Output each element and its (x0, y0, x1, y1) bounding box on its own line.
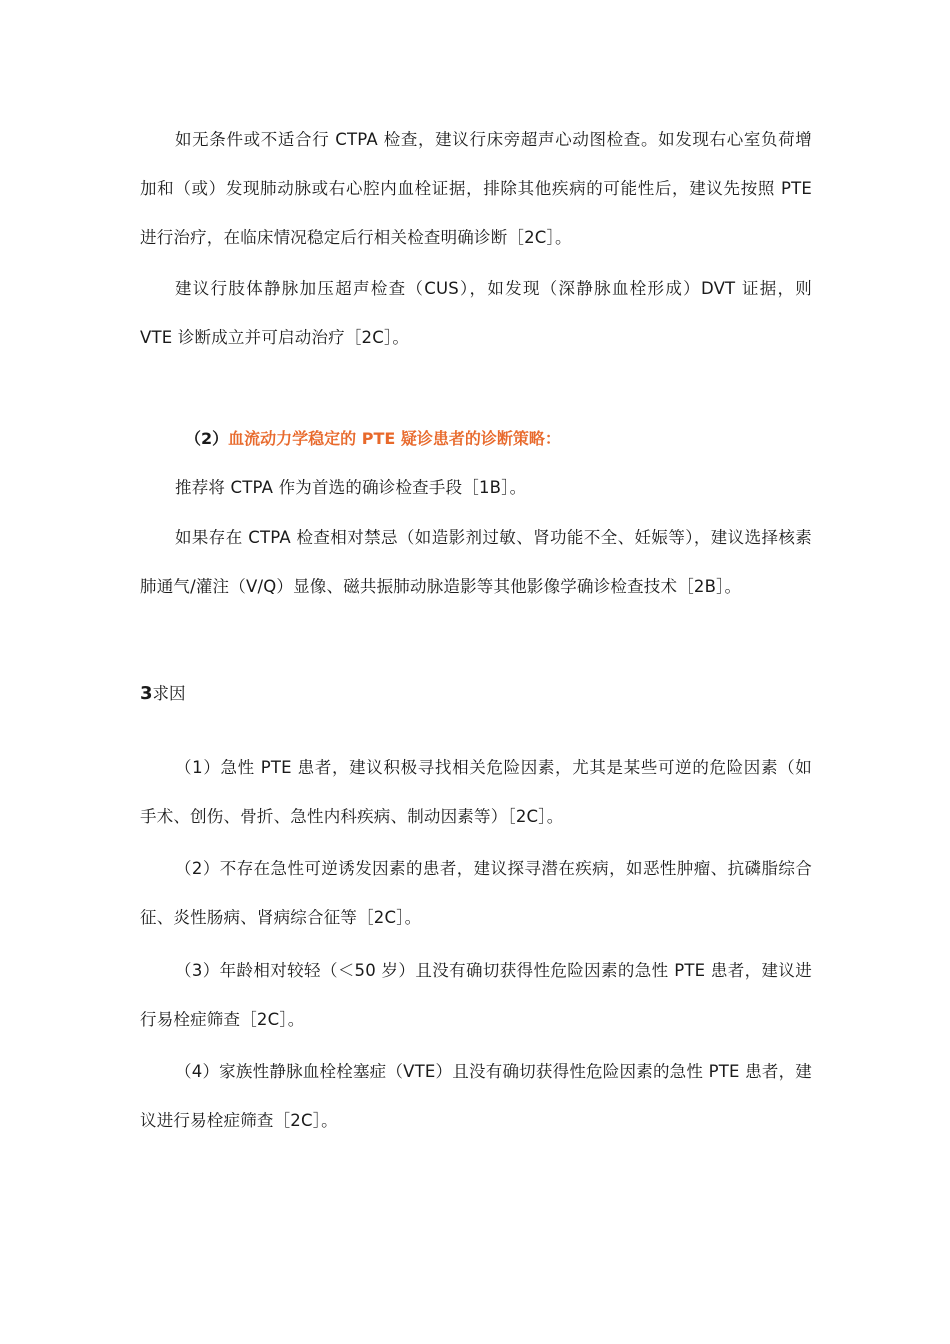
section-title: 求因 (152, 684, 186, 703)
paragraph-young-patients: （3）年龄相对较轻（＜50 岁）且没有确切获得性危险因素的急性 PTE 患者，建议进行易栓症筛查［2C］。 (140, 961, 812, 1029)
subheading-title: 血流动力学稳定的 PTE 疑诊患者的诊断策略： (228, 429, 561, 448)
paragraph-ctpa-first: 推荐将 CTPA 作为首选的确诊检查手段［1B］。 (175, 478, 527, 497)
subheading-stable-strategy (185, 427, 561, 451)
section-number: 3 (140, 683, 153, 704)
paragraph-ctpa-alternative: 如无条件或不适合行 CTPA 检查，建议行床旁超声心动图检查。如发现右心室负荷增加和（或）发现肺动脉或右心腔内血栓证据，排除其他疾病的可能性后，建议先按照 PTE 进行治疗，在临床情况稳定后行相关检查明确诊断［2C］。 (140, 130, 812, 247)
paragraph-ctpa-contraindication: 如果存在 CTPA 检查相对禁忌（如造影剂过敏、肾功能不全、妊娠等），建议选择核素肺通气/灌注（V/Q）显像、磁共振肺动脉造影等其他影像学确诊检查技术［2B］。 (140, 528, 812, 596)
paragraph-family-vte: （4）家族性静脉血栓栓塞症（VTE）且没有确切获得性危险因素的急性 PTE 患者，建议进行易栓症筛查［2C］。 (140, 1062, 812, 1130)
paragraph-underlying-disease: （2）不存在急性可逆诱发因素的患者，建议探寻潜在疾病，如恶性肿瘤、抗磷脂综合征、炎性肠病、肾病综合征等［2C］。 (140, 859, 812, 927)
section-heading-3 (140, 682, 186, 706)
subheading-number: （2） (185, 429, 229, 448)
paragraph-cus: 建议行肢体静脉加压超声检查（CUS），如发现（深静脉血栓形成）DVT 证据，则 VTE 诊断成立并可启动治疗［2C］。 (140, 279, 812, 347)
paragraph-risk-factors: （1）急性 PTE 患者，建议积极寻找相关危险因素，尤其是某些可逆的危险因素（如手术、创伤、骨折、急性内科疾病、制动因素等）［2C］。 (140, 758, 812, 826)
